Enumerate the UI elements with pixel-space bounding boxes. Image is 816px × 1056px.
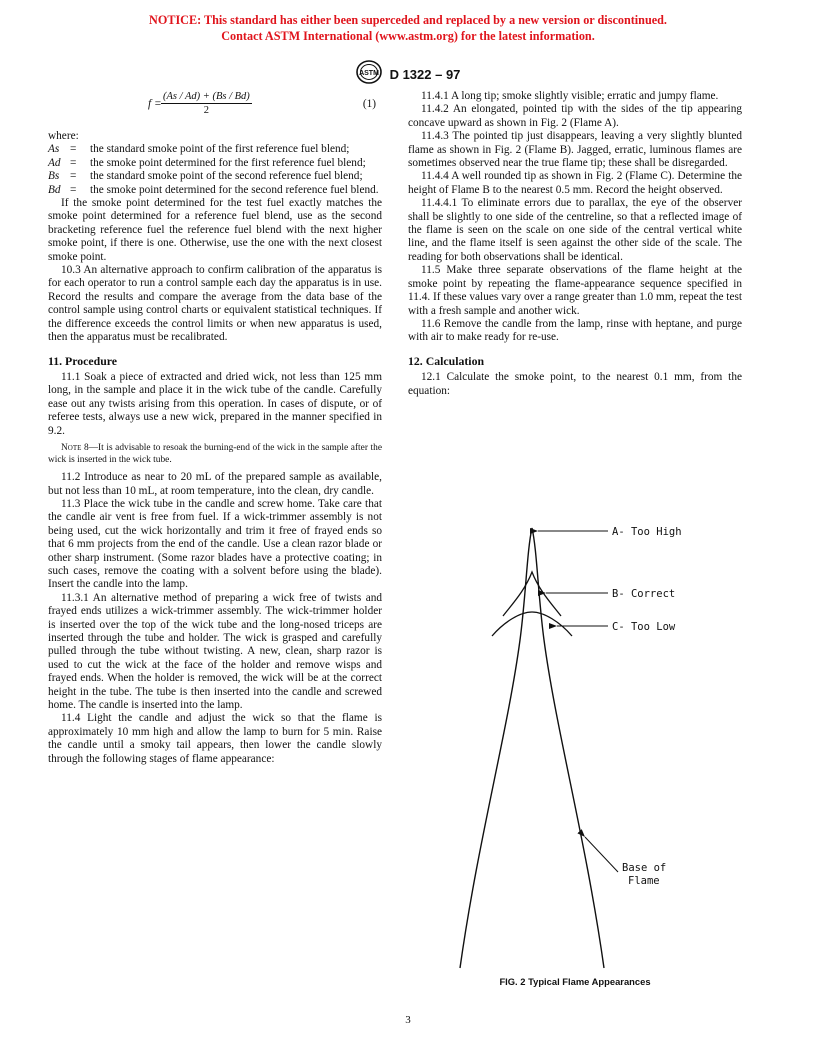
- flame-figure: [408, 510, 742, 1000]
- equation-number: (1): [362, 98, 376, 110]
- variable-definition: the standard smoke point of the second reference fuel blend;: [90, 170, 363, 183]
- paragraph: 11.4.4.1 To eliminate errors due to parallax, the eye of the observer shall be slightly to one side of the centreline, so that a reflected image of the flame is seen on the scale on one side of the central vertical white line, and the flame itself is seen against the other side of the scale. The reading for both observations shall be identical.: [408, 197, 742, 263]
- variable-row: [48, 184, 382, 197]
- variable-row: [48, 143, 382, 156]
- notice-line-1: NOTICE: This standard has either been superceded and replaced by a new version or discontinued.: [149, 13, 667, 27]
- paragraph: 11.3.1 An alternative method of preparing a wick free of twists and frayed ends utilizes a wick-trimmer assembly. The wick-trimmer holder is inserted over the top of the wick tube and the long-nosed triceps are inserted through the tube and holder. The wick is grasped and carefully pulled through the tube without twisting. A new, clean, sharp razor is used to cut the wick at the face of the holder and remove wisps and frayed ends. When the holder is removed, the wick will be at the correct height in the tube. The tube is then inserted into the candle and screwed home. The candle is inserted into the lamp.: [48, 591, 382, 712]
- variable-list: [48, 143, 382, 197]
- variable-definition: the smoke point determined for the first reference fuel blend;: [90, 156, 366, 169]
- left-column: [48, 90, 382, 766]
- variable-definition: the smoke point determined for the second reference fuel blend.: [90, 183, 379, 196]
- label-base-of: Base of: [622, 862, 667, 874]
- note-label: Note 8: [61, 442, 89, 453]
- section-heading: 11. Procedure: [48, 353, 118, 368]
- paragraph: 11.5 Make three separate observations of the flame height at the smoke point by repeating the flame-appearance sequence specified in 11.4. If these values vary over a range greater than 1.0 mm, repeat the test with a fresh sample and another wick.: [408, 264, 742, 317]
- notice-line-2: Contact ASTM International (www.astm.org) for the latest information.: [221, 29, 595, 43]
- paragraph: 11.3 Place the wick tube in the candle and screw home. Take care that the candle air vent is free from fuel. If a wick-trimmer assembly is not being used, cut the wick horizontally and trim it free of frayed ends so that 6 mm projects from the end of the candle. Use a clean razor blade or other sharp instrument. (Some razor blades have a protective coating; in such cases, remove the coating with a solvent before using the blade). Insert the candle into the lamp.: [48, 497, 382, 591]
- page-number: 3: [405, 1014, 411, 1026]
- paragraph: 11.4 Light the candle and adjust the wick so that the flame is approximately 10 mm high and allow the lamp to burn for 5 min. Raise the candle until a smoky tail appears, then lower the candle slowly through the following stages of flame appearance:: [48, 712, 382, 765]
- paragraph: If the smoke point determined for the test fuel exactly matches the smoke point determined for a reference fuel blend, use as the second bracketing reference fuel the reference fuel blend with the next higher smoke point, if there is one. Otherwise, use the one with the next closest smoke point.: [48, 197, 382, 263]
- flame-a-outline: [460, 528, 604, 968]
- paragraph: 10.3 An alternative approach to confirm calibration of the apparatus is for each operator to run a control sample each day the apparatus is in use. Record the results and compare the average from the data base of the control sample using control charts or equivalent statistical techniques. If the difference exceeds the control limits or when new apparatus is used, then the apparatus must be recalibrated.: [48, 264, 382, 344]
- label-too-low: C- Too Low: [612, 621, 676, 633]
- equation-lhs: f =: [148, 98, 162, 110]
- variable-definition: the standard smoke point of the first reference fuel blend;: [90, 143, 350, 156]
- paragraph: 11.1 Soak a piece of extracted and dried wick, not less than 125 mm long, in the sample and place it in the wick tube of the candle. Carefully ease out any twists arising from this operation. In cases of dispute, or of referee tests, always use a new wick, prepared in the manner specified in 9.2.: [48, 370, 382, 437]
- variable-row: [48, 170, 382, 183]
- notice-banner: [0, 12, 816, 44]
- equation-1: [48, 90, 382, 124]
- document-header: [0, 60, 816, 89]
- note-text: —It is advisable to resoak the burning-end of the wick in the sample after the wick is inserted in the wick tube.: [48, 442, 382, 465]
- flame-b-outline: [503, 572, 561, 616]
- paragraph: 11.4.3 The pointed tip just disappears, leaving a very slightly blunted flame as shown in Fig. 2 (Flame B). Jagged, erratic, luminous flames are sometimes observed near the true flame tip; these shall be disregarded.: [408, 130, 742, 170]
- label-flame: Flame: [628, 875, 660, 887]
- right-column: [408, 90, 742, 398]
- variable-symbol: Bd: [48, 183, 61, 196]
- variable-symbol: As: [48, 143, 60, 156]
- paragraph: 11.4.1 A long tip; smoke slightly visible; erratic and jumpy flame.: [421, 90, 719, 102]
- where-label: where:: [48, 130, 79, 142]
- note-8: [48, 443, 382, 466]
- paragraph: 11.6 Remove the candle from the lamp, rinse with heptane, and purge with air to make ready for re-use.: [408, 317, 742, 344]
- variable-equals: =: [70, 183, 77, 196]
- label-correct: B- Correct: [612, 588, 676, 600]
- svg-text:ASTM: ASTM: [358, 70, 379, 77]
- variable-equals: =: [70, 143, 77, 156]
- label-too-high: A- Too High: [612, 526, 682, 538]
- paragraph: 11.4.4 A well rounded tip as shown in Fig. 2 (Flame C). Determine the height of Flame B to the nearest 0.5 mm. Record the height observed.: [408, 170, 742, 196]
- equation-numerator: (As / Ad) + (Bs / Bd): [161, 90, 252, 104]
- paragraph: 12.1 Calculate the smoke point, to the nearest 0.1 mm, from the equation:: [408, 371, 742, 397]
- leader-base: [585, 837, 618, 872]
- variable-symbol: Ad: [48, 156, 61, 169]
- variable-equals: =: [70, 170, 77, 183]
- equation-fraction: [161, 90, 252, 118]
- astm-logo: [356, 60, 382, 89]
- section-heading: 12. Calculation: [408, 353, 485, 368]
- paragraph: 11.4.2 An elongated, pointed tip with the sides of the tip appearing concave upward as shown in Fig. 2 (Flame A).: [408, 103, 742, 129]
- paragraph: 11.2 Introduce as near to 20 mL of the prepared sample as available, but not less than 10 mL, at room temperature, into the clean, dry candle.: [48, 471, 382, 497]
- equation-denominator: 2: [203, 105, 210, 117]
- standard-number: D 1322 – 97: [389, 67, 461, 82]
- variable-equals: =: [70, 156, 77, 169]
- variable-symbol: Bs: [48, 170, 60, 183]
- variable-row: [48, 157, 382, 170]
- figure-caption: FIG. 2 Typical Flame Appearances: [499, 976, 651, 987]
